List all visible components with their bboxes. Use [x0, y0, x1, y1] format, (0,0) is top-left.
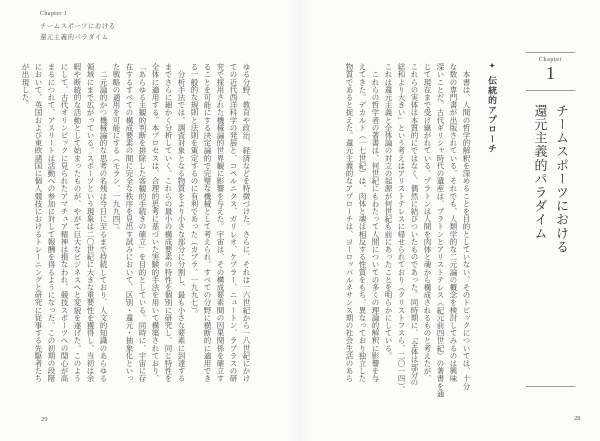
four-point-star-icon: ✦: [488, 62, 496, 70]
page-number-right: 28: [574, 415, 581, 422]
text-column: まるにつれて、アスリートは活動への参加に対して報酬を得るようになった。この初期の段階: [47, 63, 56, 383]
text-column: 全体に適用する。本プロセスは、合理的思考に基づいた実験的手法を用いて構築されており、: [151, 63, 160, 383]
text-column: 総和より大きい」という考えはアリストテレスに帰せられており（クリストフスら、二〇一四）、: [397, 63, 406, 394]
text-column: な数の専門書が出版されている。それでも、人類学的な二元論の概念を検討してみるのは興味: [449, 63, 458, 383]
text-column: が出現した。: [21, 63, 30, 109]
chapter-rule-top: [526, 52, 575, 53]
running-head-chapter: Chapter 1: [40, 11, 68, 17]
text-column: 究で採用された機械論的世界観に影響を与えた。宇宙は、その構成要素間の因果関係を確立す: [216, 63, 225, 383]
text-column: ることを可能にする決定論的で完璧な機械として考えられ、すべての分野に横断的に適用でき: [203, 63, 212, 383]
running-head-title-line-2: 還元主義的パラダイム: [40, 33, 109, 41]
running-head: [40, 11, 116, 41]
text-column: 二元論的かつ機械論的な思考の名残は今日に至るまで持続しており、人文的知識のあらゆる: [99, 63, 108, 383]
text-column: 在するすべての構成要素の間に完全な秩序を見出す試みにおいて、区別・還元・抽象化といっ: [125, 63, 134, 383]
text-column: これらの実体は本質的にではなく、偶然に結びついたものであった。同時期に、「全体は部分の: [410, 63, 419, 387]
text-column: じて現在まで受け継がれている。プラトンは人間を肉体と魂から構成されるものと考えたが、: [423, 63, 432, 383]
text-column: において、英国および東欧諸国に個人競技におけるトレーニングと研究に従事する先駆者たち: [34, 63, 43, 383]
text-column: 物質であると捉えた。還元主義的なアプローチは、ヨーロッパルネサンス期の社会生活のあら: [345, 63, 354, 383]
chapter-title-line-2: 還元主義的パラダイム: [532, 104, 548, 240]
text-column: た戦略の適用を可能にする（モラン、一九九四）。: [112, 63, 121, 235]
chapter-label: Chapter: [538, 57, 563, 63]
running-head-title-line-1: チームスポーツにおける: [40, 22, 116, 30]
chapter-title: [529, 104, 572, 254]
body-text-left-page: [19, 63, 253, 397]
text-column: これらの哲学者の著書は、何世紀にもわたって人間についての多くの理論的解釈に影響を与: [371, 63, 380, 383]
text-column: 「あらゆる主観的判断を排除した客観的手続きの確立」を目的としている。同時に、宇宙に存: [138, 63, 147, 383]
chapter-rule-mid: [526, 90, 575, 91]
text-column: 深いことだ。古代ギリシャ時代の遺産は、プラトンとアリストテレス（紀元前四世紀）の著書を通: [436, 63, 445, 398]
section-heading-text: 伝統的アプローチ: [487, 76, 497, 154]
text-column: これは還元主義と全体論の対立の起源が何世紀も前にあったことを明らかにしている。: [384, 63, 393, 360]
text-column: 暇や断続的な活動として始まったものが、やがて巨大なビジネスへと変貌を遂げた。このよう: [73, 63, 82, 383]
text-column: 領域にまで広がっている。スポーツという現象は二〇世紀に大きな重要性を獲得し、当初は余: [86, 63, 95, 383]
text-column: 本書は、人間の哲学的解釈を深めることを目的としていない。そのトピックについては、十分: [462, 63, 471, 390]
text-column: ての近代西洋科学の発展と、コペルニクス、ガリレオ、ケプラー、ニュートン、ラプラスの研: [229, 63, 238, 383]
page-number-left: 29: [41, 416, 48, 423]
text-column: 分析手法では、調査対象となる物質をより小さな部分に分割し、最も小さな要素に到達する: [177, 63, 186, 383]
text-column: えてきた。デカルト（一七世紀）は、肉体と魂は相反する性質をもち、異なっており独立した: [358, 63, 367, 383]
section-heading: [485, 62, 498, 154]
body-text-right-page: [343, 63, 473, 397]
chapter-rule-bottom: [526, 386, 575, 387]
text-column: る一般的な規則と法則を策定するのに有利であった（カプラ、一九九七）。: [190, 63, 199, 318]
chapter-title-line-1: チームスポーツにおける: [554, 104, 569, 254]
page-gutter: [288, 0, 312, 441]
text-column: にして、古代オリンピックに見られたアマチュア精神は損なわれ、競技スポーツへの関心が高: [60, 63, 69, 383]
text-column: までさらに細かく分析していく。これらの最小の構成要素の特性を個別に研究し、同じ特性を: [164, 63, 173, 383]
chapter-number: 1: [546, 63, 555, 83]
text-column: ゆる分野、教育や政治、経済などを特徴づけた。さらに、それは一六世紀から一八世紀にかけ: [242, 63, 251, 383]
